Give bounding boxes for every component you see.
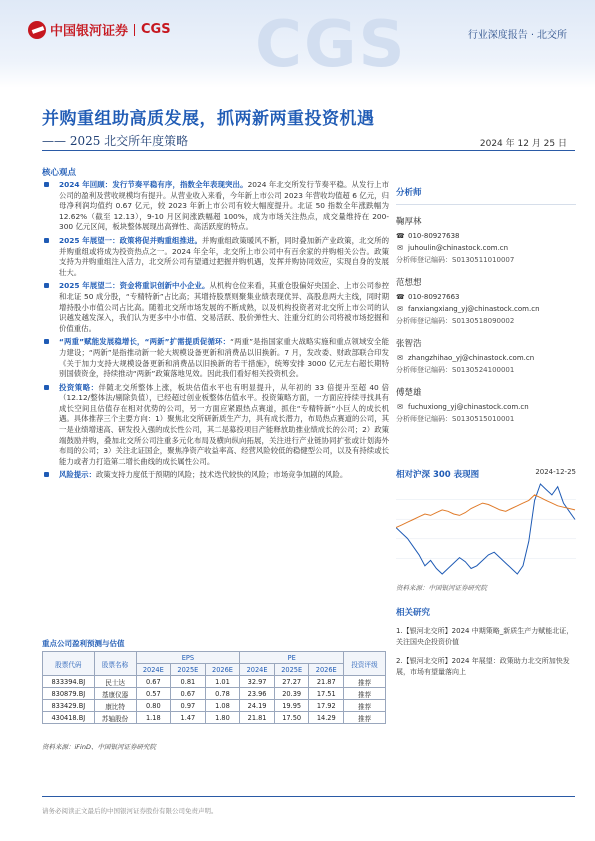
cell-eps: 1.47 [171,712,206,724]
cell-pe: 32.97 [240,676,275,688]
cell-eps: 0.57 [136,688,171,700]
cell-eps: 0.97 [171,700,206,712]
perf-chart-date: 2024-12-25 [535,468,576,476]
point-lead: 2025 年展望二：资金将重识创新中小企业。 [59,281,210,291]
table-row [43,700,386,712]
cell-pe: 17.51 [309,688,344,700]
col-code: 股票代码 [43,652,95,676]
report-category-dot: · [530,30,534,41]
analyst-reg: 分析师登记编码：S0130518090002 [396,317,515,325]
analyst-phone: ☎ 010-80927663 [396,293,460,301]
bullet-icon [44,339,49,344]
cell-name: 民士达 [94,676,136,688]
analyst-name: 范想想 [396,278,422,288]
point-review [42,180,389,233]
disclaimer-footer: 请务必阅读正文最后的中国银河证券股份有限公司免责声明。 [42,807,218,815]
forecast-table-source: 资料来源：iFinD、中国银河证券研究院 [42,743,156,751]
phone-icon: ☎ [396,293,405,301]
cgs-watermark: CGS [255,8,407,82]
point-outlook-2 [42,281,389,334]
cell-pe: 19.95 [274,700,309,712]
col-rating: 投资评级 [344,652,386,676]
analyst-reg: 分析师登记编码：S0130515010001 [396,415,515,423]
cell-eps: 0.81 [171,676,206,688]
cell-eps: 0.67 [136,676,171,688]
analyst-name: 傅楚雄 [396,388,422,398]
point-text: 从机构仓位来看，其重仓股偏好央国企、上市公司参控和北证 50 成分股，“专精特新”占比高；其增持股票则聚集业绩表现优异、高股息两大主线，同时期增持股小市值公司占比高。随着北交所市场发展的不断成熟，以及机构投资者对北交所上市公司的认识越发越发深入，我们认为更多中小市值、交易活跃、股价弹性大、注重分红的公司将被市场挖掘和价值重估。 [59,281,389,333]
point-lead: “两重”赋能发展稳增长，“两新”扩需提质促循环： [59,337,231,347]
cell-code: 833429.BJ [43,700,95,712]
cell-name: 基康仪器 [94,688,136,700]
relative-performance-chart [396,480,576,578]
cell-rating: 推荐 [344,700,386,712]
cell-rating: 推荐 [344,712,386,724]
cell-pe: 17.50 [274,712,309,724]
perf-chart-source: 资料来源：中国银河证券研究院 [396,584,487,592]
cell-eps: 1.18 [136,712,171,724]
company-logo [28,20,171,39]
forecast-table-title: 重点公司盈利预测与估值 [42,639,125,648]
bullet-icon [44,238,49,243]
report-title: 并购重组助高质发展，抓两新两重投资机遇 [42,109,375,129]
analyst-name: 鞠厚林 [396,217,422,227]
key-points-list [42,180,389,484]
cell-code: 430418.BJ [43,712,95,724]
key-points-title: 核心观点 [42,168,77,178]
col-year: 2025E [274,664,309,676]
point-lead: 投资策略： [59,382,99,392]
cell-code: 833394.BJ [43,676,95,688]
point-lead: 2025 年展望一：政策将促并购重组推进。 [59,235,202,245]
analyst-panel [396,180,576,425]
bullet-icon [44,283,49,288]
cell-pe: 17.92 [309,700,344,712]
report-type: 行业深度报告 [467,30,528,41]
related-research-item[interactable]: 2.【银河北交所】2024 年展望：政策助力北交所加快发展，市场有望量落向上 [396,657,570,676]
cell-eps: 0.78 [205,688,240,700]
report-date: 2024 年 12 月 25 日 [479,139,567,149]
col-year: 2024E [240,664,275,676]
col-eps: EPS [136,652,240,664]
chart-series-line-0 [396,484,575,574]
analyst-email[interactable]: ✉ fanxiangxiang_yj@chinastock.com.cn [397,305,540,313]
report-category [468,26,567,41]
related-research-title: 相关研究 [396,608,431,618]
analyst-reg: 分析师登记编码：S0130511010007 [396,256,515,264]
galaxy-logo-icon [28,21,46,39]
logo-separator [134,24,135,36]
cell-pe: 20.39 [274,688,309,700]
bullet-icon [44,472,49,477]
col-year: 2025E [171,664,206,676]
col-year: 2026E [309,664,344,676]
cell-pe: 21.81 [240,712,275,724]
bullet-icon [44,385,49,390]
forecast-table [42,651,386,724]
cell-pe: 14.29 [309,712,344,724]
point-outlook-1 [42,236,389,278]
logo-en-text: CGS [141,22,171,37]
cell-pe: 23.96 [240,688,275,700]
point-lead: 2024 年回顾：发行节奏平稳有序，指数全年表现突出。 [59,180,248,189]
email-icon: ✉ [397,305,403,313]
point-risk [42,470,389,481]
point-text: “两重”是指国家重大战略实施和重点领域安全能力建设；“两新”是指推动新一轮大规模设备更新和消费品以旧换新。7 月，发改委、财政部联合印发《关于加力支持大规模设备更新和消费品以旧换新的若干措施》，统筹安排 3000 亿元左右超长期特别国债资金，持续推动“两新”政策落地见效。因此我们看好相关投资机会。 [59,337,389,379]
analyst-email[interactable]: ✉ juhoulin@chinastock.com.cn [397,244,509,252]
analyst-email[interactable]: ✉ fuchuxiong_yj@chinastock.com.cn [397,403,529,411]
title-divider [42,150,575,151]
email-icon: ✉ [397,354,403,362]
col-year: 2026E [205,664,240,676]
cell-name: 康比特 [94,700,136,712]
point-two-major [42,337,389,379]
table-row [43,712,386,724]
cell-rating: 推荐 [344,688,386,700]
report-sector: 北交所 [537,30,567,41]
analyst-reg: 分析师登记编码：S0130524100001 [396,366,515,374]
cell-rating: 推荐 [344,676,386,688]
analyst-name: 张智浩 [396,339,422,349]
report-subtitle: —— 2025 北交所年度策略 [42,134,189,148]
cell-eps: 1.01 [205,676,240,688]
point-strategy [42,383,389,468]
cell-name: 苏轴股份 [94,712,136,724]
report-header-band [0,0,595,88]
related-research-item[interactable]: 1.【银河北交所】2024 中期策略_新质生产力赋能北证，关注国央企投资价值 [396,627,574,646]
cell-pe: 21.87 [309,676,344,688]
logo-cn-text: 中国银河证券 [50,24,129,39]
perf-chart-header [396,468,576,480]
cell-eps: 1.80 [205,712,240,724]
analyst-phone: ☎ 010-80927638 [396,232,460,240]
cell-pe: 27.27 [274,676,309,688]
footer-divider [42,796,575,797]
point-text: 伴随北交所整体上涨，板块估值水平也有明显提升，从年初的 33 倍提升至超 40 倍（12.12/整体法/剔除负值），已经超过创业板整体估值水平。投资策略方面，一方面应持续寻找具有成长空间且估值存在相对优势的公司，另一方面应紧跟热点赛道，抓住“专精特新”小巨人的成长机遇。具体推荐三个主要方向：1）聚焦北交所研新质生产力，具有成长潜力，布局热点赛道的公司，其一是业绩增速高、研发投入强的成长性公司，其二是募投项目产能释放助推业绩成长的公司；2）政策端鼓励并购，叠加北交所公司注重多元化布局及横向纵向拓展，关注进行产业链协同扩张或计划海外布局的公司；3）关注北证国企，聚焦净资产收益率高、经营风险较低的稳健型公司，以及有持续或长能力或者力打造第二增长曲线的成长属性公司。 [59,382,389,466]
point-text: 并购重组政策暖风不断，同时叠加新产业政策，北交所的并购重组或将成为投资热点之一。2024 年全年，北交所上市公司中有百余家的并购相关公告。政策支持为并购重组注入活力，北交所公司有望通过把握并购机遇，发挥并购协同效应，实现自身的发展壮大。 [59,235,389,277]
analysts-title: 分析师 [396,188,422,198]
col-year: 2024E [136,664,171,676]
bullet-icon [44,182,49,187]
table-row [43,676,386,688]
col-pe: PE [240,652,344,664]
cell-eps: 1.08 [205,700,240,712]
related-research-list [396,626,576,686]
point-text: 政策支持力度低于预期的风险；技术迭代较快的风险；市场竞争加剧的风险。 [95,470,348,480]
cell-pe: 24.19 [240,700,275,712]
point-text: 2024 年北交所发行节奏平稳。从发行上市公司的盈利及营收规模均有提升。从营业收入来看，今年新上市公司 2023 年营收均值超 6 亿元，归母净利润均值约 0.67 亿元，较 2023 年新上市公司有较大幅度提升。北证 50 指数全年涨跌幅为 12.62%（截至 12.13），9-10 月区间涨跌幅超 100%，成为市场关注热点，成交量维持在 200-300 亿元区间，板块整体展现出高弹性、高活跃度的特点。 [59,180,389,232]
phone-icon: ☎ [396,232,405,240]
cell-eps: 0.80 [136,700,171,712]
cell-code: 830879.BJ [43,688,95,700]
email-icon: ✉ [397,403,403,411]
email-icon: ✉ [397,244,403,252]
table-row [43,688,386,700]
point-lead: 风险提示： [59,470,96,480]
col-name: 股票名称 [94,652,136,676]
analyst-email[interactable]: ✉ zhangzhihao_yj@chinastock.com.cn [397,354,535,362]
cell-eps: 0.67 [171,688,206,700]
side-divider [396,204,576,205]
perf-chart-title: 相对沪深 300 表现图 [396,470,480,480]
